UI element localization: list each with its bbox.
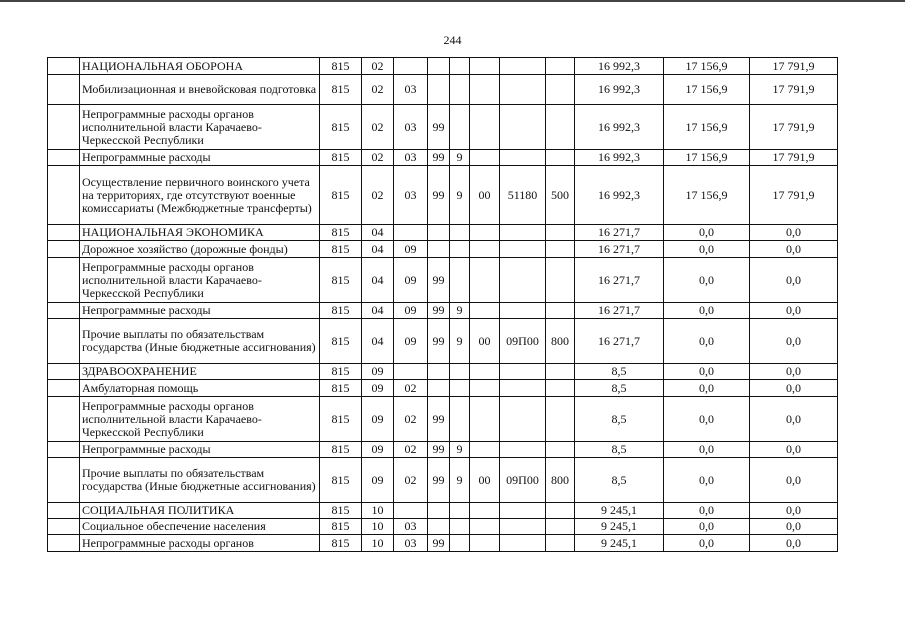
code-cell — [500, 397, 546, 442]
table-row — [48, 503, 838, 519]
code-cell — [546, 225, 575, 241]
code-cell: 99 — [428, 150, 450, 166]
amount-cell: 0,0 — [664, 364, 750, 380]
amount-cell: 0,0 — [664, 503, 750, 519]
code-cell — [470, 303, 500, 319]
code-cell — [500, 535, 546, 552]
amount-cell: 8,5 — [575, 458, 664, 503]
amount-cell: 17 791,9 — [750, 75, 838, 105]
code-cell: 02 — [394, 397, 428, 442]
code-cell: 03 — [394, 150, 428, 166]
amount-cell: 17 791,9 — [750, 166, 838, 225]
row-name: Осуществление первичного воинского учета на территориях, где отсутствуют военные комиссариаты (Межбюджетные трансферты) — [80, 166, 320, 225]
row-margin-cell — [48, 458, 80, 503]
row-name: Мобилизационная и вневойсковая подготовка — [80, 75, 320, 105]
code-cell: 09П00 — [500, 319, 546, 364]
code-cell — [500, 258, 546, 303]
amount-cell: 16 992,3 — [575, 150, 664, 166]
code-cell — [450, 364, 470, 380]
code-cell: 815 — [320, 364, 362, 380]
code-cell — [546, 364, 575, 380]
code-cell: 815 — [320, 241, 362, 258]
code-cell: 815 — [320, 258, 362, 303]
code-cell: 815 — [320, 58, 362, 75]
row-margin-cell — [48, 535, 80, 552]
amount-cell: 17 791,9 — [750, 58, 838, 75]
code-cell — [470, 105, 500, 150]
row-name: Прочие выплаты по обязательствам государства (Иные бюджетные ассигнования) — [80, 319, 320, 364]
code-cell: 09 — [362, 458, 394, 503]
code-cell: 815 — [320, 319, 362, 364]
code-cell: 02 — [362, 166, 394, 225]
code-cell: 00 — [470, 319, 500, 364]
code-cell — [470, 397, 500, 442]
code-cell: 99 — [428, 458, 450, 503]
code-cell — [450, 397, 470, 442]
code-cell: 800 — [546, 458, 575, 503]
amount-cell: 16 271,7 — [575, 241, 664, 258]
code-cell — [500, 503, 546, 519]
code-cell — [500, 58, 546, 75]
code-cell — [428, 380, 450, 397]
code-cell — [470, 442, 500, 458]
code-cell — [546, 303, 575, 319]
code-cell — [546, 397, 575, 442]
amount-cell: 0,0 — [750, 442, 838, 458]
row-name: Непрограммные расходы органов — [80, 535, 320, 552]
row-name: Непрограммные расходы органов исполнительной власти Карачаево-Черкесской Республики — [80, 105, 320, 150]
code-cell: 04 — [362, 319, 394, 364]
code-cell: 500 — [546, 166, 575, 225]
row-margin-cell — [48, 519, 80, 535]
table-row — [48, 519, 838, 535]
code-cell — [470, 225, 500, 241]
code-cell: 09 — [362, 380, 394, 397]
row-name: Непрограммные расходы органов исполнительной власти Карачаево-Черкесской Республики — [80, 258, 320, 303]
code-cell: 00 — [470, 458, 500, 503]
code-cell — [450, 535, 470, 552]
row-name: Социальное обеспечение населения — [80, 519, 320, 535]
code-cell: 815 — [320, 535, 362, 552]
code-cell: 815 — [320, 75, 362, 105]
row-name: Непрограммные расходы — [80, 150, 320, 166]
row-margin-cell — [48, 319, 80, 364]
code-cell — [500, 303, 546, 319]
amount-cell: 9 245,1 — [575, 503, 664, 519]
row-name: Непрограммные расходы органов исполнительной власти Карачаево-Черкесской Республики — [80, 397, 320, 442]
code-cell — [546, 380, 575, 397]
row-name: СОЦИАЛЬНАЯ ПОЛИТИКА — [80, 503, 320, 519]
table-row — [48, 364, 838, 380]
table-row — [48, 258, 838, 303]
code-cell — [546, 105, 575, 150]
amount-cell: 8,5 — [575, 364, 664, 380]
code-cell — [428, 519, 450, 535]
code-cell: 815 — [320, 150, 362, 166]
code-cell: 02 — [394, 458, 428, 503]
amount-cell: 0,0 — [750, 519, 838, 535]
code-cell — [500, 364, 546, 380]
amount-cell: 16 992,3 — [575, 58, 664, 75]
code-cell: 815 — [320, 105, 362, 150]
amount-cell: 17 156,9 — [664, 105, 750, 150]
code-cell: 9 — [450, 458, 470, 503]
table-row — [48, 442, 838, 458]
row-margin-cell — [48, 303, 80, 319]
code-cell — [450, 225, 470, 241]
row-name: НАЦИОНАЛЬНАЯ ЭКОНОМИКА — [80, 225, 320, 241]
code-cell: 09 — [362, 364, 394, 380]
code-cell: 99 — [428, 303, 450, 319]
row-margin-cell — [48, 166, 80, 225]
code-cell — [428, 503, 450, 519]
code-cell — [470, 258, 500, 303]
code-cell: 99 — [428, 442, 450, 458]
amount-cell: 8,5 — [575, 442, 664, 458]
row-margin-cell — [48, 225, 80, 241]
amount-cell: 0,0 — [750, 458, 838, 503]
code-cell: 03 — [394, 166, 428, 225]
code-cell: 9 — [450, 150, 470, 166]
table-row — [48, 303, 838, 319]
code-cell: 9 — [450, 442, 470, 458]
code-cell: 00 — [470, 166, 500, 225]
code-cell: 09 — [362, 397, 394, 442]
code-cell — [450, 519, 470, 535]
amount-cell: 16 992,3 — [575, 166, 664, 225]
code-cell — [470, 364, 500, 380]
code-cell — [394, 364, 428, 380]
code-cell — [546, 442, 575, 458]
code-cell: 09П00 — [500, 458, 546, 503]
code-cell — [428, 58, 450, 75]
code-cell: 99 — [428, 319, 450, 364]
code-cell: 03 — [394, 75, 428, 105]
code-cell — [500, 225, 546, 241]
row-name: Прочие выплаты по обязательствам государства (Иные бюджетные ассигнования) — [80, 458, 320, 503]
row-name: Амбулаторная помощь — [80, 380, 320, 397]
amount-cell: 0,0 — [664, 303, 750, 319]
amount-cell: 16 271,7 — [575, 225, 664, 241]
row-margin-cell — [48, 442, 80, 458]
amount-cell: 0,0 — [664, 380, 750, 397]
row-name: Непрограммные расходы — [80, 442, 320, 458]
row-margin-cell — [48, 105, 80, 150]
code-cell — [428, 241, 450, 258]
code-cell: 03 — [394, 105, 428, 150]
code-cell — [500, 75, 546, 105]
code-cell — [470, 503, 500, 519]
amount-cell: 16 992,3 — [575, 75, 664, 105]
code-cell: 02 — [362, 150, 394, 166]
code-cell — [394, 225, 428, 241]
code-cell — [428, 75, 450, 105]
code-cell — [500, 519, 546, 535]
code-cell: 815 — [320, 442, 362, 458]
code-cell: 815 — [320, 380, 362, 397]
amount-cell: 16 271,7 — [575, 303, 664, 319]
row-margin-cell — [48, 380, 80, 397]
code-cell: 99 — [428, 258, 450, 303]
row-margin-cell — [48, 241, 80, 258]
code-cell: 04 — [362, 225, 394, 241]
code-cell — [546, 258, 575, 303]
amount-cell: 17 791,9 — [750, 150, 838, 166]
table-row — [48, 58, 838, 75]
code-cell: 02 — [362, 58, 394, 75]
amount-cell: 0,0 — [664, 225, 750, 241]
code-cell — [470, 519, 500, 535]
code-cell — [450, 380, 470, 397]
amount-cell: 9 245,1 — [575, 535, 664, 552]
code-cell: 815 — [320, 303, 362, 319]
code-cell — [450, 241, 470, 258]
table-row — [48, 380, 838, 397]
code-cell: 9 — [450, 319, 470, 364]
code-cell: 09 — [394, 319, 428, 364]
code-cell: 99 — [428, 166, 450, 225]
table-row — [48, 166, 838, 225]
code-cell — [394, 503, 428, 519]
code-cell: 04 — [362, 241, 394, 258]
code-cell — [546, 241, 575, 258]
amount-cell: 17 156,9 — [664, 75, 750, 105]
code-cell: 04 — [362, 258, 394, 303]
code-cell: 04 — [362, 303, 394, 319]
code-cell — [428, 225, 450, 241]
code-cell: 09 — [362, 442, 394, 458]
amount-cell: 0,0 — [664, 319, 750, 364]
amount-cell: 16 992,3 — [575, 105, 664, 150]
code-cell — [546, 150, 575, 166]
code-cell: 99 — [428, 397, 450, 442]
code-cell: 09 — [394, 241, 428, 258]
row-name: Дорожное хозяйство (дорожные фонды) — [80, 241, 320, 258]
code-cell: 51180 — [500, 166, 546, 225]
code-cell: 9 — [450, 303, 470, 319]
code-cell — [428, 364, 450, 380]
amount-cell: 0,0 — [750, 225, 838, 241]
code-cell: 09 — [394, 258, 428, 303]
table-row — [48, 319, 838, 364]
code-cell — [470, 75, 500, 105]
code-cell — [500, 442, 546, 458]
code-cell: 10 — [362, 503, 394, 519]
code-cell — [450, 58, 470, 75]
table-row — [48, 241, 838, 258]
code-cell: 815 — [320, 519, 362, 535]
code-cell — [470, 150, 500, 166]
code-cell: 02 — [362, 105, 394, 150]
page-number: 244 — [443, 33, 462, 47]
code-cell: 02 — [362, 75, 394, 105]
code-cell — [470, 535, 500, 552]
table-row — [48, 105, 838, 150]
amount-cell: 0,0 — [750, 303, 838, 319]
code-cell — [546, 58, 575, 75]
row-margin-cell — [48, 75, 80, 105]
code-cell — [546, 535, 575, 552]
amount-cell: 8,5 — [575, 397, 664, 442]
amount-cell: 0,0 — [664, 442, 750, 458]
amount-cell: 9 245,1 — [575, 519, 664, 535]
code-cell — [500, 105, 546, 150]
row-margin-cell — [48, 150, 80, 166]
code-cell: 02 — [394, 442, 428, 458]
amount-cell: 0,0 — [750, 535, 838, 552]
row-margin-cell — [48, 258, 80, 303]
top-border-line — [0, 0, 905, 2]
amount-cell: 0,0 — [664, 535, 750, 552]
code-cell — [470, 241, 500, 258]
amount-cell: 16 271,7 — [575, 258, 664, 303]
table-row — [48, 225, 838, 241]
amount-cell: 0,0 — [750, 319, 838, 364]
code-cell: 800 — [546, 319, 575, 364]
code-cell: 02 — [394, 380, 428, 397]
amount-cell: 0,0 — [750, 364, 838, 380]
code-cell: 9 — [450, 166, 470, 225]
code-cell — [546, 75, 575, 105]
code-cell: 10 — [362, 519, 394, 535]
amount-cell: 0,0 — [664, 519, 750, 535]
amount-cell: 0,0 — [750, 397, 838, 442]
amount-cell: 0,0 — [750, 380, 838, 397]
code-cell — [470, 380, 500, 397]
row-margin-cell — [48, 397, 80, 442]
code-cell — [470, 58, 500, 75]
table-body — [48, 58, 838, 552]
amount-cell: 0,0 — [664, 397, 750, 442]
code-cell — [450, 105, 470, 150]
amount-cell: 0,0 — [750, 241, 838, 258]
code-cell: 10 — [362, 535, 394, 552]
code-cell — [546, 519, 575, 535]
amount-cell: 0,0 — [750, 258, 838, 303]
code-cell — [500, 241, 546, 258]
budget-table — [47, 57, 838, 552]
code-cell: 03 — [394, 519, 428, 535]
code-cell: 09 — [394, 303, 428, 319]
table-row — [48, 458, 838, 503]
code-cell: 815 — [320, 166, 362, 225]
code-cell: 03 — [394, 535, 428, 552]
table-row — [48, 75, 838, 105]
code-cell: 815 — [320, 503, 362, 519]
row-margin-cell — [48, 364, 80, 380]
code-cell: 815 — [320, 225, 362, 241]
code-cell — [394, 58, 428, 75]
table-row — [48, 535, 838, 552]
code-cell — [546, 503, 575, 519]
amount-cell: 0,0 — [664, 458, 750, 503]
table-row — [48, 150, 838, 166]
code-cell — [450, 503, 470, 519]
code-cell — [450, 258, 470, 303]
code-cell: 99 — [428, 535, 450, 552]
row-name: НАЦИОНАЛЬНАЯ ОБОРОНА — [80, 58, 320, 75]
amount-cell: 8,5 — [575, 380, 664, 397]
row-name: Непрограммные расходы — [80, 303, 320, 319]
amount-cell: 17 156,9 — [664, 58, 750, 75]
amount-cell: 0,0 — [664, 241, 750, 258]
amount-cell: 17 156,9 — [664, 150, 750, 166]
amount-cell: 17 156,9 — [664, 166, 750, 225]
row-margin-cell — [48, 58, 80, 75]
code-cell: 815 — [320, 397, 362, 442]
amount-cell: 0,0 — [664, 258, 750, 303]
code-cell: 99 — [428, 105, 450, 150]
amount-cell: 0,0 — [750, 503, 838, 519]
amount-cell: 17 791,9 — [750, 105, 838, 150]
code-cell — [450, 75, 470, 105]
table-row — [48, 397, 838, 442]
code-cell — [500, 150, 546, 166]
row-name: ЗДРАВООХРАНЕНИЕ — [80, 364, 320, 380]
row-margin-cell — [48, 503, 80, 519]
code-cell — [500, 380, 546, 397]
code-cell: 815 — [320, 458, 362, 503]
amount-cell: 16 271,7 — [575, 319, 664, 364]
